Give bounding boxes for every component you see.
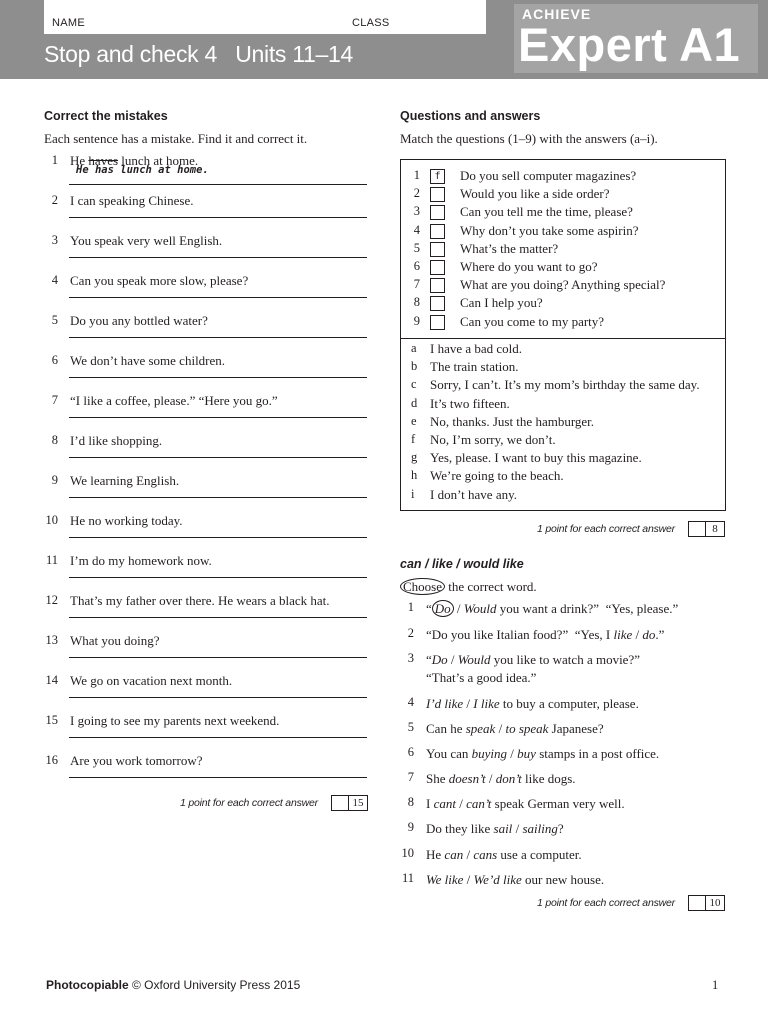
answer-letter: g — [411, 450, 418, 465]
sentence-part: “ — [426, 601, 432, 616]
item-sentence — [426, 600, 678, 618]
item-number: 3 — [51, 233, 58, 247]
score-box — [688, 895, 725, 911]
score-label: 1 point for each correct answer — [537, 897, 675, 909]
item-number: 4 — [407, 695, 414, 709]
sentence-part: “Do you like Italian food?” “Yes, I — [426, 627, 614, 642]
exercise-item — [40, 433, 370, 473]
sentence-part: Japanese? — [548, 721, 604, 736]
item-sentence: You speak very well English. — [70, 233, 223, 248]
answer-line[interactable] — [69, 537, 367, 538]
question-text: What are you doing? Anything special? — [460, 277, 666, 293]
item-number: 11 — [401, 871, 414, 885]
answer-text: It’s two fifteen. — [430, 395, 510, 411]
item-sentence: I going to see my parents next weekend. — [70, 713, 280, 728]
item-sentence: That’s my father over there. He wears a black hat. — [70, 593, 330, 608]
question-text: Where do you want to go? — [460, 259, 598, 274]
item-sentence — [426, 846, 582, 864]
sentence-part: stamps in a post office. — [535, 746, 660, 761]
option-one[interactable]: Do — [431, 652, 448, 667]
item-sentence: “I like a coffee, please.” “Here you go.” — [70, 393, 278, 408]
exercise-item — [40, 393, 370, 433]
question-row — [401, 223, 725, 241]
option-one[interactable]: buying — [471, 746, 508, 761]
item-number: 14 — [45, 673, 58, 687]
exercise-item — [40, 593, 370, 633]
question-number: 7 — [413, 277, 420, 292]
answer-line[interactable] — [69, 457, 367, 458]
answer-line[interactable] — [69, 697, 367, 698]
option-two[interactable]: We’d like — [473, 872, 522, 887]
answer-checkbox[interactable] — [430, 242, 445, 257]
item-number: 2 — [51, 193, 58, 207]
answer-letter: e — [411, 413, 417, 428]
question-number: 1 — [413, 168, 420, 182]
answer-line[interactable] — [69, 184, 367, 185]
question-row — [401, 259, 725, 277]
exercise-item — [40, 473, 370, 513]
option-separator: / — [463, 872, 474, 887]
item-number: 2 — [407, 626, 414, 640]
answer-text: The train station. — [430, 359, 519, 375]
option-one[interactable]: We like — [426, 872, 464, 887]
answer-text: No, thanks. Just the hamburger. — [430, 413, 595, 429]
item-number: 5 — [407, 720, 414, 734]
sentence-part: you want a drink?” “Yes, please.” — [496, 601, 679, 616]
exercise-item — [40, 353, 370, 393]
sentence-part: to buy a computer, please. — [499, 696, 639, 711]
matching-box — [400, 159, 726, 511]
exercise-item — [40, 273, 370, 313]
answer-text: I have a bad cold. — [430, 341, 523, 356]
exercise-item — [40, 753, 370, 793]
question-number: 9 — [413, 313, 420, 328]
struck-word: haves — [88, 153, 119, 168]
item-sentence: Are you work tomorrow? — [70, 753, 203, 768]
exercise-item — [40, 713, 370, 753]
option-separator: / — [453, 601, 464, 616]
option-one[interactable]: like — [613, 627, 633, 642]
answer-letter: c — [411, 377, 417, 392]
sentence-part: Do they like — [426, 821, 494, 836]
answer-row — [401, 432, 725, 450]
item-number: 11 — [45, 553, 58, 567]
answer-row — [401, 487, 725, 505]
answer-text: Sorry, I can’t. It’s my mom’s birthday the same day. — [430, 377, 700, 393]
sentence-part: use a computer. — [497, 847, 582, 862]
question-row — [401, 241, 725, 259]
answer-letter: d — [411, 395, 418, 410]
item-number: 9 — [51, 473, 58, 487]
answer-row — [401, 341, 725, 359]
question-text: Can you tell me the time, please? — [460, 204, 633, 220]
option-one[interactable]: doesn’t — [448, 771, 486, 786]
option-one[interactable]: can — [444, 847, 464, 862]
circled-word: Choose — [400, 578, 445, 595]
answer-row — [401, 396, 725, 414]
item-sentence — [426, 770, 576, 788]
option-two[interactable]: cans — [473, 847, 498, 862]
option-two[interactable]: Would — [463, 601, 497, 616]
handwritten-answer: He has lunch at home. — [76, 164, 209, 176]
score-total: 8 — [712, 523, 718, 535]
item-number: 12 — [45, 593, 58, 607]
photocopiable-label: Photocopiable — [46, 978, 129, 992]
answer-text: I don’t have any. — [430, 486, 518, 502]
score-input[interactable] — [332, 796, 349, 810]
item-sentence — [426, 820, 564, 838]
item-sentence — [426, 871, 604, 889]
item-sentence: I’d like shopping. — [70, 433, 163, 448]
answer-checkbox[interactable] — [430, 278, 445, 293]
option-separator: / — [512, 821, 523, 836]
option-separator: / — [463, 847, 474, 862]
option-two[interactable]: to speak — [505, 721, 549, 736]
item-number: 8 — [51, 433, 58, 447]
item-number: 5 — [51, 313, 58, 327]
sentence-part: you like to watch a movie?” — [490, 652, 640, 667]
answer-line[interactable] — [69, 657, 367, 658]
answer-checkbox[interactable] — [430, 260, 445, 275]
exercise-item-example — [40, 153, 370, 193]
answer-line[interactable] — [69, 737, 367, 738]
question-number: 4 — [413, 222, 420, 237]
section-title-correct-mistakes: Correct the mistakes — [44, 109, 168, 123]
item-sentence: Can you speak more slow, please? — [70, 273, 249, 288]
option-two[interactable]: buy — [517, 746, 536, 761]
option-one[interactable]: Do — [432, 600, 454, 617]
item-number: 1 — [51, 153, 58, 167]
answer-line[interactable] — [69, 577, 367, 578]
sentence-second-line: “That’s a good idea.” — [426, 670, 537, 685]
question-row — [401, 295, 725, 313]
answer-line[interactable] — [69, 337, 367, 338]
matching-divider — [401, 338, 725, 339]
question-text: Can I help you? — [460, 295, 543, 311]
score-input[interactable] — [689, 522, 706, 536]
answer-checkbox[interactable] — [430, 315, 445, 330]
exercise-item — [40, 313, 370, 353]
question-row — [401, 277, 725, 295]
answer-letter: i — [411, 486, 415, 501]
option-separator: / — [463, 696, 474, 711]
answer-checkbox[interactable]: f — [430, 169, 445, 184]
item-sentence: I’m do my homework now. — [70, 553, 212, 568]
brand-series: ACHIEVE — [522, 6, 592, 22]
sentence-part: He — [70, 153, 89, 168]
exercise-item — [40, 553, 370, 593]
option-separator: / — [485, 771, 496, 786]
answer-line[interactable] — [69, 497, 367, 498]
item-number: 8 — [407, 795, 414, 809]
item-number: 4 — [51, 273, 58, 287]
answer-text: Yes, please. I want to buy this magazine. — [430, 450, 642, 466]
item-number: 3 — [407, 651, 414, 665]
sentence-part: ? — [557, 821, 564, 836]
page-number: 1 — [712, 978, 719, 992]
score-label: 1 point for each correct answer — [537, 523, 675, 535]
answer-row — [401, 377, 725, 395]
section-title-questions-answers: Questions and answers — [400, 109, 541, 123]
item-number: 16 — [45, 753, 58, 767]
sentence-part: like dogs. — [521, 771, 576, 786]
item-sentence: Do you any bottled water? — [70, 313, 208, 328]
exercise-item — [40, 233, 370, 273]
answer-row — [401, 359, 725, 377]
name-label: NAME — [52, 17, 85, 29]
score-input[interactable] — [689, 896, 706, 910]
name-class-strip — [44, 0, 486, 34]
option-two[interactable]: Would — [457, 652, 491, 667]
sentence-part: .” — [655, 627, 665, 642]
question-number: 3 — [413, 204, 420, 219]
sentence-part: our new house. — [521, 872, 605, 887]
answer-row — [401, 414, 725, 432]
exercise-item — [40, 513, 370, 553]
option-separator: / — [507, 746, 518, 761]
score-box — [688, 521, 725, 537]
sentence-part: She — [426, 771, 449, 786]
answer-line[interactable] — [69, 297, 367, 298]
section-instruction-choose-word — [400, 578, 537, 595]
question-number: 8 — [413, 295, 420, 310]
score-total: 15 — [352, 797, 364, 809]
exercise-item — [40, 193, 370, 233]
item-sentence: I can speaking Chinese. — [70, 193, 194, 208]
answer-line[interactable] — [69, 217, 367, 218]
answer-line[interactable] — [69, 417, 367, 418]
option-two[interactable]: don’t — [495, 771, 522, 786]
answer-text: No, I’m sorry, we don’t. — [430, 432, 556, 447]
page-title: Stop and check 4 Units 11–14 — [44, 41, 353, 67]
question-row — [401, 314, 725, 332]
answer-line[interactable] — [69, 777, 367, 778]
answer-checkbox[interactable] — [430, 296, 445, 311]
class-label: CLASS — [352, 17, 390, 29]
item-number: 6 — [407, 745, 414, 759]
item-sentence — [426, 695, 639, 713]
item-sentence — [426, 720, 604, 738]
item-sentence: We learning English. — [70, 473, 180, 488]
sentence-part: You can — [426, 746, 472, 761]
answer-line[interactable] — [69, 377, 367, 378]
item-sentence — [426, 651, 640, 687]
option-separator: / — [632, 627, 643, 642]
brand-level: Expert A1 — [518, 18, 741, 71]
sentence-part: Can he — [426, 721, 466, 736]
option-separator: / — [455, 796, 467, 811]
score-label: 1 point for each correct answer — [180, 797, 318, 809]
item-number: 6 — [51, 353, 58, 367]
option-one[interactable]: I’d like — [426, 696, 464, 711]
item-sentence: We don’t have some children. — [70, 353, 226, 368]
option-separator: / — [495, 721, 506, 736]
item-sentence: We go on vacation next month. — [70, 673, 233, 688]
sentence-part: lunch at home. — [118, 153, 199, 168]
answer-letter: f — [411, 432, 416, 446]
copyright-text: © Oxford University Press 2015 — [128, 978, 301, 992]
section-title-choose-word: can / like / would like — [400, 557, 524, 571]
answer-letter: b — [411, 359, 418, 374]
section-instruction-questions-answers: Match the questions (1–9) with the answers (a–i). — [400, 131, 658, 146]
item-sentence — [426, 795, 625, 813]
item-number: 10 — [45, 513, 58, 527]
sentence-part: He — [426, 847, 445, 862]
item-number: 13 — [45, 633, 58, 647]
option-one[interactable]: sail — [493, 821, 513, 836]
answer-line[interactable] — [69, 257, 367, 258]
question-row — [401, 168, 725, 186]
item-number: 1 — [407, 600, 414, 614]
answer-line[interactable] — [69, 617, 367, 618]
answer-letter: a — [411, 341, 417, 355]
instruction-rest: the correct word. — [445, 579, 537, 594]
option-one[interactable]: cant — [433, 796, 456, 811]
item-number: 9 — [407, 820, 414, 834]
item-number: 10 — [401, 846, 414, 860]
item-sentence — [426, 745, 659, 763]
answer-checkbox[interactable] — [430, 205, 445, 220]
exercise-item — [40, 673, 370, 713]
score-total: 10 — [709, 897, 721, 909]
item-sentence: He no working today. — [70, 513, 183, 528]
score-box — [331, 795, 368, 811]
question-number: 6 — [413, 259, 420, 273]
footer-copyright — [46, 978, 300, 992]
question-row — [401, 186, 725, 204]
sentence-part: “ — [426, 652, 432, 667]
option-two[interactable]: can’t — [466, 796, 492, 811]
sentence-part: I — [426, 796, 434, 811]
sentence-part: speak German very well. — [491, 796, 625, 811]
answer-letter: h — [411, 468, 418, 483]
answer-text: We’re going to the beach. — [430, 468, 564, 484]
question-text: Would you like a side order? — [460, 186, 610, 202]
question-row — [401, 204, 725, 222]
question-text: Can you come to my party? — [460, 313, 605, 329]
option-one[interactable]: speak — [465, 721, 496, 736]
option-separator: / — [447, 652, 458, 667]
question-number: 2 — [413, 186, 420, 201]
question-number: 5 — [413, 240, 420, 255]
exercise-item — [40, 633, 370, 673]
item-number: 7 — [51, 393, 58, 407]
question-text: Why don’t you take some aspirin? — [460, 222, 639, 238]
option-two[interactable]: do — [642, 627, 656, 642]
option-two[interactable]: I like — [473, 696, 500, 711]
question-text: What’s the matter? — [460, 240, 559, 256]
answer-row — [401, 468, 725, 486]
answer-row — [401, 450, 725, 468]
question-text: Do you sell computer magazines? — [460, 168, 637, 183]
option-two[interactable]: sailing — [522, 821, 558, 836]
answer-checkbox[interactable] — [430, 187, 445, 202]
item-sentence — [426, 626, 664, 644]
section-instruction-correct-mistakes: Each sentence has a mistake. Find it and correct it. — [44, 131, 308, 146]
item-number: 7 — [407, 770, 414, 784]
item-number: 15 — [45, 713, 58, 727]
item-sentence: What you doing? — [70, 633, 160, 648]
answer-checkbox[interactable] — [430, 224, 445, 239]
